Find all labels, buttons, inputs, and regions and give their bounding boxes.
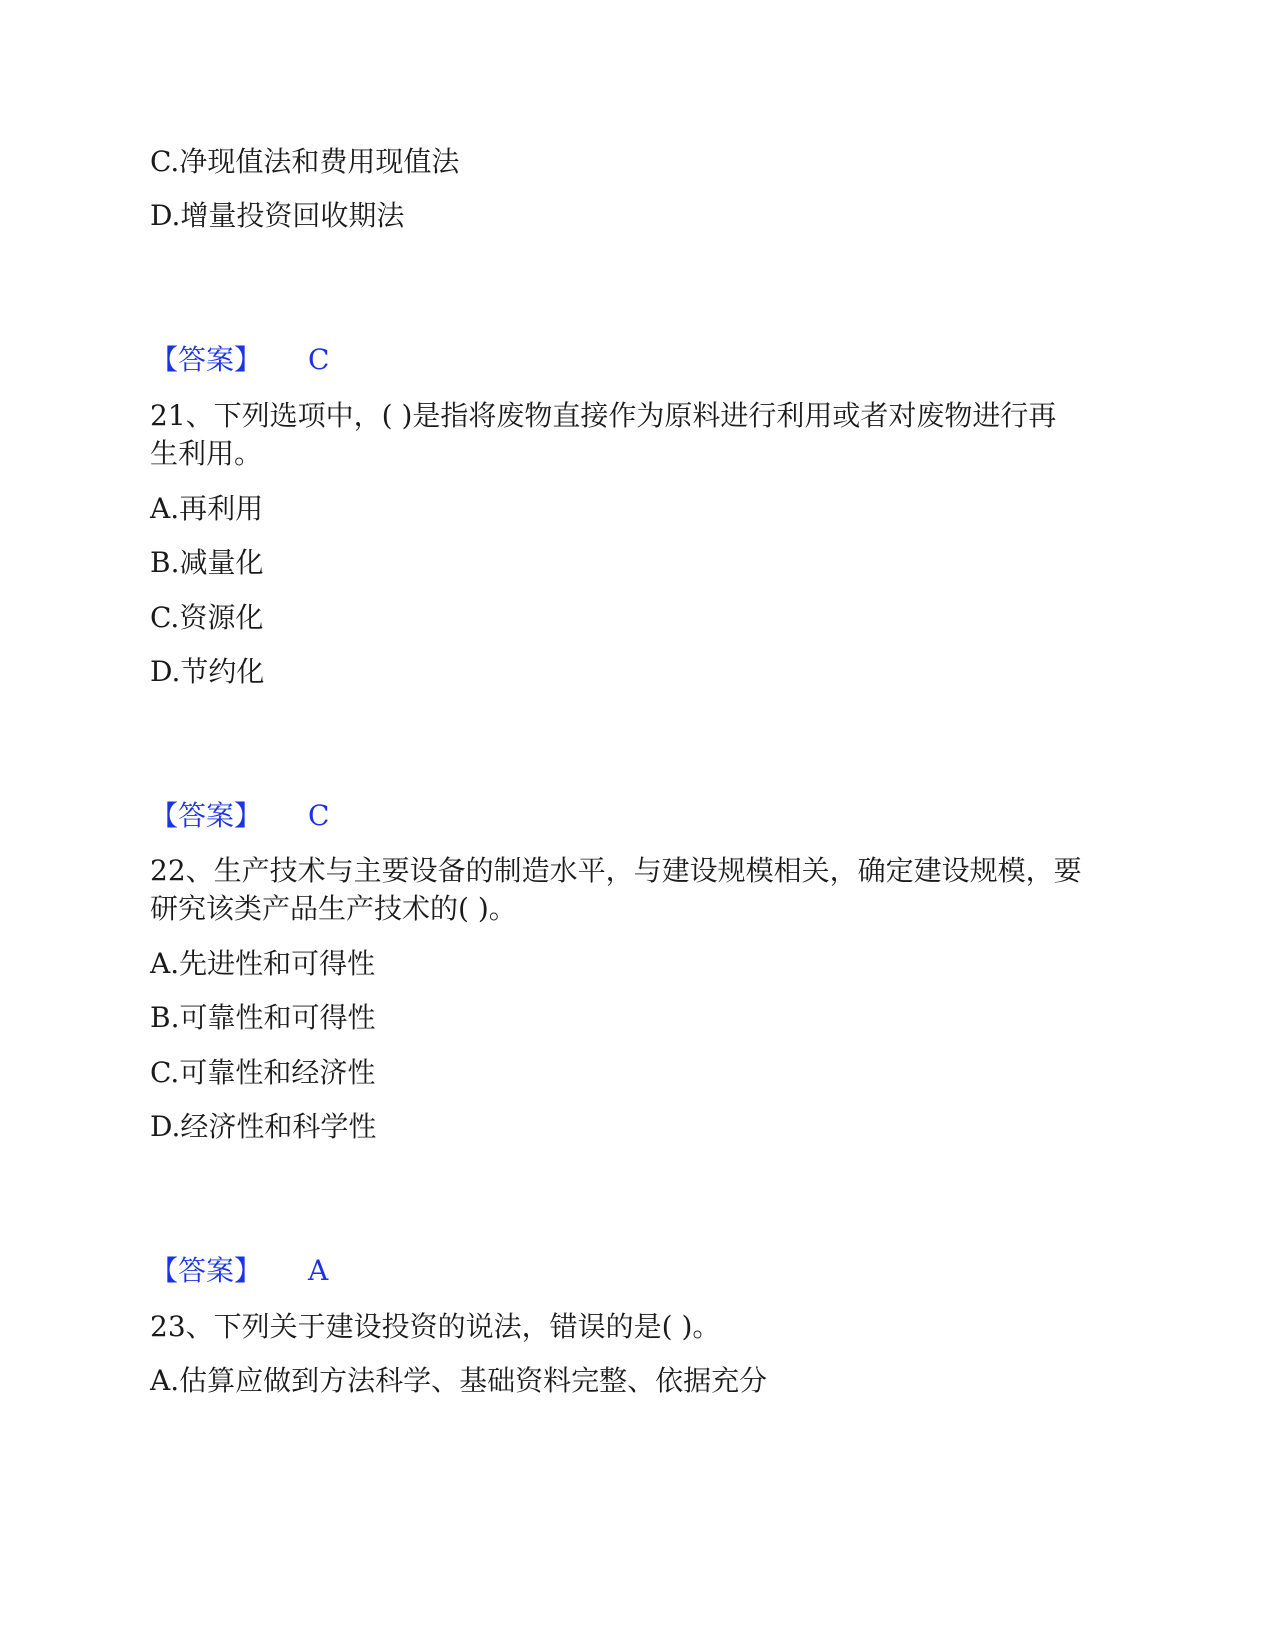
option-text: A.估算应做到方法科学、基础资料完整、依据充分 xyxy=(150,1364,768,1397)
option-text: D.增量投资回收期法 xyxy=(150,199,405,232)
option-text: C.可靠性和经济性 xyxy=(150,1056,376,1089)
question-stem: 22、生产技术与主要设备的制造水平，与建设规模相关，确定建设规模，要 xyxy=(150,854,1082,887)
answer-row xyxy=(150,796,330,836)
answer-label: 【答案】 xyxy=(150,799,263,832)
question-stem: 21、下列选项中，( )是指将废物直接作为原料进行利用或者对废物进行再 xyxy=(150,399,1057,432)
answer-value: C xyxy=(308,799,330,832)
answer-label: 【答案】 xyxy=(150,343,263,376)
question-stem: 研究该类产品生产技术的( )。 xyxy=(150,892,517,925)
option-text: A.再利用 xyxy=(150,492,264,525)
option-text: B.可靠性和可得性 xyxy=(150,1001,376,1034)
answer-value: C xyxy=(308,343,330,376)
option-text: D.节约化 xyxy=(150,655,265,688)
answer-value: A xyxy=(308,1254,329,1287)
option-text: C.净现值法和费用现值法 xyxy=(150,145,460,178)
option-text: B.减量化 xyxy=(150,546,264,579)
option-text: C.资源化 xyxy=(150,601,264,634)
answer-label: 【答案】 xyxy=(150,1254,263,1287)
option-text: D.经济性和科学性 xyxy=(150,1110,377,1143)
question-stem: 生利用。 xyxy=(150,437,263,470)
answer-row xyxy=(150,340,330,380)
question-stem: 23、下列关于建设投资的说法，错误的是( )。 xyxy=(150,1310,721,1343)
answer-row xyxy=(150,1251,329,1291)
option-text: A.先进性和可得性 xyxy=(150,947,376,980)
